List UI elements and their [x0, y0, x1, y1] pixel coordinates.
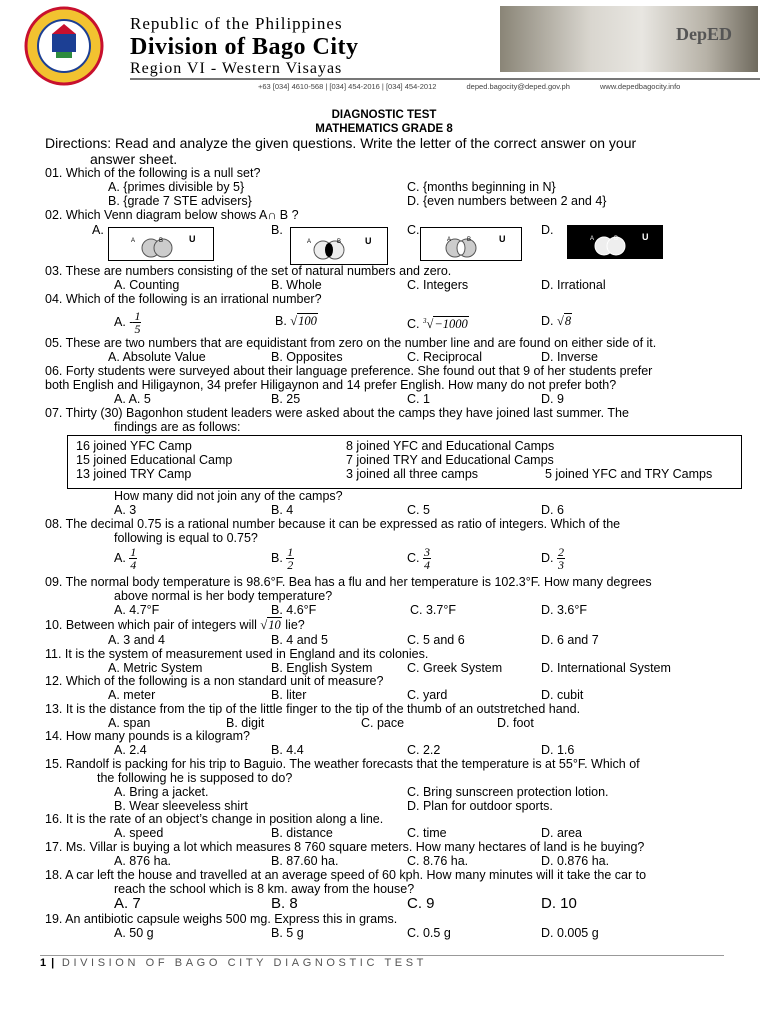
q13-question: 13. It is the distance from the tip of the little finger to the tip of the thumb of an outstretched hand.: [45, 702, 581, 716]
q02-choice-d: D.: [541, 223, 554, 237]
q11-question: 11. It is the system of measurement used in England and its colonies.: [45, 647, 429, 661]
q17-choice-c: C. 8.76 ha.: [407, 854, 469, 868]
q15-choice-d: D. Plan for outdoor sports.: [407, 799, 553, 813]
q03-choice-a: A. Counting: [114, 278, 180, 292]
contact-email: deped.bagocity@deped.gov.ph: [466, 82, 570, 91]
q13-choice-c: C. pace: [361, 716, 405, 730]
finding-yfc-educ: 8 joined YFC and Educational Camps: [346, 439, 555, 453]
svg-text:U: U: [189, 234, 196, 244]
q01-choice-b: B. {grade 7 STE advisers}: [108, 194, 252, 208]
q16-choice-b: B. distance: [271, 826, 333, 840]
page-footer: [40, 957, 427, 969]
q01-question: 01. Which of the following is a null set?: [45, 166, 261, 180]
footer-text: DIVISION OF BAGO CITY DIAGNOSTIC TEST: [61, 957, 427, 969]
finding-yfc-try: 5 joined YFC and TRY Camps: [545, 467, 713, 481]
contact-phone: +63 [034] 4610-568 | [034] 454-2016 | [034] 454-2012: [258, 82, 437, 91]
q13-choice-d: D. foot: [497, 716, 534, 730]
contact-line: [258, 82, 708, 91]
q07-question: How many did not join any of the camps?: [114, 489, 343, 503]
q05-choice-a: A. Absolute Value: [108, 350, 206, 364]
svg-text:U: U: [365, 236, 372, 246]
svg-text:B: B: [467, 237, 472, 243]
q19-choice-d: D. 0.005 g: [541, 926, 599, 940]
q18-choice-c: C. 9: [407, 895, 435, 912]
q03-question: 03. These are numbers consisting of the set of natural numbers and zero.: [45, 264, 452, 278]
svg-text:A: A: [447, 237, 452, 243]
q08-choice-b: B. $\frac{1}{2}$: [271, 545, 294, 572]
q01-choice-c: C. {months beginning in N}: [407, 180, 556, 194]
q18-line-1: 18. A car left the house and travelled at an average speed of 60 kph. How many minutes will it take the car to: [45, 868, 647, 882]
venn-b-icon: [291, 228, 387, 264]
q17-question: 17. Ms. Villar is buying a lot which measures 8 760 square meters. How many hectares of land is he buying?: [45, 840, 645, 854]
svg-text:A: A: [590, 236, 595, 242]
q06-line-1: 06. Forty students were surveyed about their language preference. She found out that 9 of her students prefer: [45, 364, 653, 378]
svg-text:U: U: [499, 234, 506, 244]
q10-question: 10. Between which pair of integers will √10 lie?: [45, 618, 305, 632]
deped-seal-icon: [12, 6, 116, 86]
q08-choice-a: A. $\frac{1}{4}$: [114, 545, 137, 572]
q12-choice-d: D. cubit: [541, 688, 584, 702]
q06-line-2: both English and Hiligaynon, 34 prefer Hiligaynon and 14 prefer English. How many do not prefer both?: [45, 378, 617, 392]
q09-line-2: above normal is her body temperature?: [114, 589, 333, 603]
q07-choice-c: C. 5: [407, 503, 430, 517]
q07-choice-b: B. 4: [271, 503, 294, 517]
svg-text:B: B: [159, 238, 164, 244]
q12-choice-c: C. yard: [407, 688, 448, 702]
q09-choice-b: B. 4.6°F: [271, 603, 317, 617]
q06-choice-b: B. 25: [271, 392, 301, 406]
q01-choice-d: D. {even numbers between 2 and 4}: [407, 194, 607, 208]
finding-educ: 15 joined Educational Camp: [76, 453, 233, 467]
svg-text:U: U: [642, 232, 649, 242]
q11-choice-d: D. International System: [541, 661, 671, 675]
venn-a-icon: [109, 228, 213, 260]
q09-choice-a: A. 4.7°F: [114, 603, 160, 617]
letterhead-text: [130, 14, 359, 78]
q04-choice-a: A. - $\frac{1}{5}$: [114, 309, 141, 336]
header-divider: [130, 78, 760, 80]
q14-choice-c: C. 2.2: [407, 743, 441, 757]
division-line: Division of Bago City: [130, 34, 359, 60]
q04-choice-b: B. √100: [275, 314, 317, 328]
q14-question: 14. How many pounds is a kilogram?: [45, 729, 250, 743]
page-number: 1 |: [40, 957, 56, 969]
svg-text:A: A: [307, 239, 312, 245]
q02-choice-c: C.: [407, 223, 420, 237]
q15-choice-b: B. Wear sleeveless shirt: [114, 799, 248, 813]
q07-line-1: 07. Thirty (30) Bagonhon student leaders were asked about the camps they have joined last summer. The: [45, 406, 629, 420]
q15-line-2: the following he is supposed to do?: [97, 771, 293, 785]
q18-choice-d: D. 10: [541, 895, 577, 912]
q06-choice-a: A. A. 5: [114, 392, 151, 406]
q03-choice-c: C. Integers: [407, 278, 469, 292]
q05-choice-b: B. Opposites: [271, 350, 343, 364]
venn-c-icon: [421, 228, 521, 260]
deped-logo: DepED: [676, 24, 733, 44]
q18-line-2: reach the school which is 8 km. away from the house?: [114, 882, 415, 896]
finding-all-three: 3 joined all three camps: [346, 467, 479, 481]
venn-diagram-d: [567, 225, 663, 259]
q03-choice-d: D. Irrational: [541, 278, 606, 292]
q11-choice-a: A. Metric System: [108, 661, 203, 675]
q16-choice-c: C. time: [407, 826, 447, 840]
q05-question: 05. These are two numbers that are equidistant from zero on the number line and are found on either side of it.: [45, 336, 657, 350]
finding-try-educ: 7 joined TRY and Educational Camps: [346, 453, 554, 467]
q02-choice-b: B.: [271, 223, 283, 237]
q08-choice-c: C. $\frac{3}{4}$: [407, 545, 430, 572]
q16-choice-d: D. area: [541, 826, 582, 840]
q04-choice-d: D. √8: [541, 314, 572, 328]
q05-choice-d: D. Inverse: [541, 350, 598, 364]
q10-choice-d: D. 6 and 7: [541, 633, 599, 647]
q09-choice-d: D. 3.6°F: [541, 603, 587, 617]
q01-choice-a: A. {primes divisible by 5}: [108, 180, 245, 194]
q15-choice-a: A. Bring a jacket.: [114, 785, 209, 799]
footer-divider: [40, 955, 724, 956]
q02-question: 02. Which Venn diagram below shows A∩ B ?: [45, 208, 299, 222]
directions-line-2: answer sheet.: [90, 151, 178, 167]
q19-question: 19. An antibiotic capsule weighs 500 mg. Express this in grams.: [45, 912, 398, 926]
q12-question: 12. Which of the following is a non standard unit of measure?: [45, 674, 384, 688]
q09-line-1: 09. The normal body temperature is 98.6°F. Bea has a flu and her temperature is 102.3°F. How many degrees: [45, 575, 652, 589]
finding-yfc: 16 joined YFC Camp: [76, 439, 192, 453]
contact-website: www.depedbagocity.info: [600, 82, 681, 91]
svg-text:B: B: [337, 239, 342, 245]
q15-line-1: 15. Randolf is packing for his trip to Baguio. The weather forecasts that the temperature is at 55°F. Which of: [45, 757, 640, 771]
q07-choice-d: D. 6: [541, 503, 564, 517]
q17-choice-a: A. 876 ha.: [114, 854, 171, 868]
q14-choice-a: A. 2.4: [114, 743, 147, 757]
q12-choice-a: A. meter: [108, 688, 156, 702]
q17-choice-b: B. 87.60 ha.: [271, 854, 339, 868]
title-line-1: DIAGNOSTIC TEST: [331, 109, 437, 121]
q19-choice-c: C. 0.5 g: [407, 926, 451, 940]
q16-question: 16. It is the rate of an object’s change in position along a line.: [45, 812, 384, 826]
q12-choice-b: B. liter: [271, 688, 307, 702]
venn-diagram-b: [290, 227, 388, 265]
q16-choice-a: A. speed: [114, 826, 164, 840]
q14-choice-b: B. 4.4: [271, 743, 304, 757]
q10-choice-c: C. 5 and 6: [407, 633, 465, 647]
q08-choice-d: D. $\frac{2}{3}$: [541, 545, 564, 572]
svg-text:A: A: [131, 238, 136, 244]
q03-choice-b: B. Whole: [271, 278, 322, 292]
q04-question: 04. Which of the following is an irrational number?: [45, 292, 322, 306]
q08-line-1: 08. The decimal 0.75 is a rational number because it can be expressed as ratio of integers. Which of the: [45, 517, 621, 531]
directions-line-1: Directions: Read and analyze the given questions. Write the letter of the correct answer on your: [45, 135, 637, 151]
title-line-2: MATHEMATICS GRADE 8: [315, 123, 453, 135]
q17-choice-d: D. 0.876 ha.: [541, 854, 610, 868]
venn-diagram-a: [108, 227, 214, 261]
q15-choice-c: C. Bring sunscreen protection lotion.: [407, 785, 609, 799]
q19-choice-b: B. 5 g: [271, 926, 304, 940]
svg-text:B: B: [614, 236, 619, 242]
q18-choice-b: B. 8: [271, 895, 298, 912]
venn-d-icon: [568, 226, 662, 258]
q07-choice-a: A. 3: [114, 503, 137, 517]
q08-line-2: following is equal to 0.75?: [114, 531, 258, 545]
q06-choice-d: D. 9: [541, 392, 564, 406]
test-title: [0, 108, 768, 136]
region-line: Region VI - Western Visayas: [130, 60, 343, 77]
q18-choice-a: A. 7: [114, 895, 141, 912]
republic-line: Republic of the Philippines: [130, 14, 343, 33]
letterhead: [0, 0, 768, 96]
q09-choice-c: C. 3.7°F: [410, 603, 456, 617]
q10-choice-b: B. 4 and 5: [271, 633, 328, 647]
venn-diagram-c: [420, 227, 522, 261]
q14-choice-d: D. 1.6: [541, 743, 575, 757]
q11-choice-b: B. English System: [271, 661, 373, 675]
q11-choice-c: C. Greek System: [407, 661, 503, 675]
finding-try: 13 joined TRY Camp: [76, 467, 192, 481]
q19-choice-a: A. 50 g: [114, 926, 154, 940]
q13-choice-b: B. digit: [226, 716, 265, 730]
q02-choice-a: A.: [92, 223, 104, 237]
q04-choice-c: C. $^3$√−1000: [407, 317, 468, 332]
q10-choice-a: A. 3 and 4: [108, 633, 165, 647]
q06-choice-c: C. 1: [407, 392, 430, 406]
q05-choice-c: C. Reciprocal: [407, 350, 483, 364]
q07-line-2: findings are as follows:: [114, 420, 241, 434]
q13-choice-a: A. span: [108, 716, 151, 730]
